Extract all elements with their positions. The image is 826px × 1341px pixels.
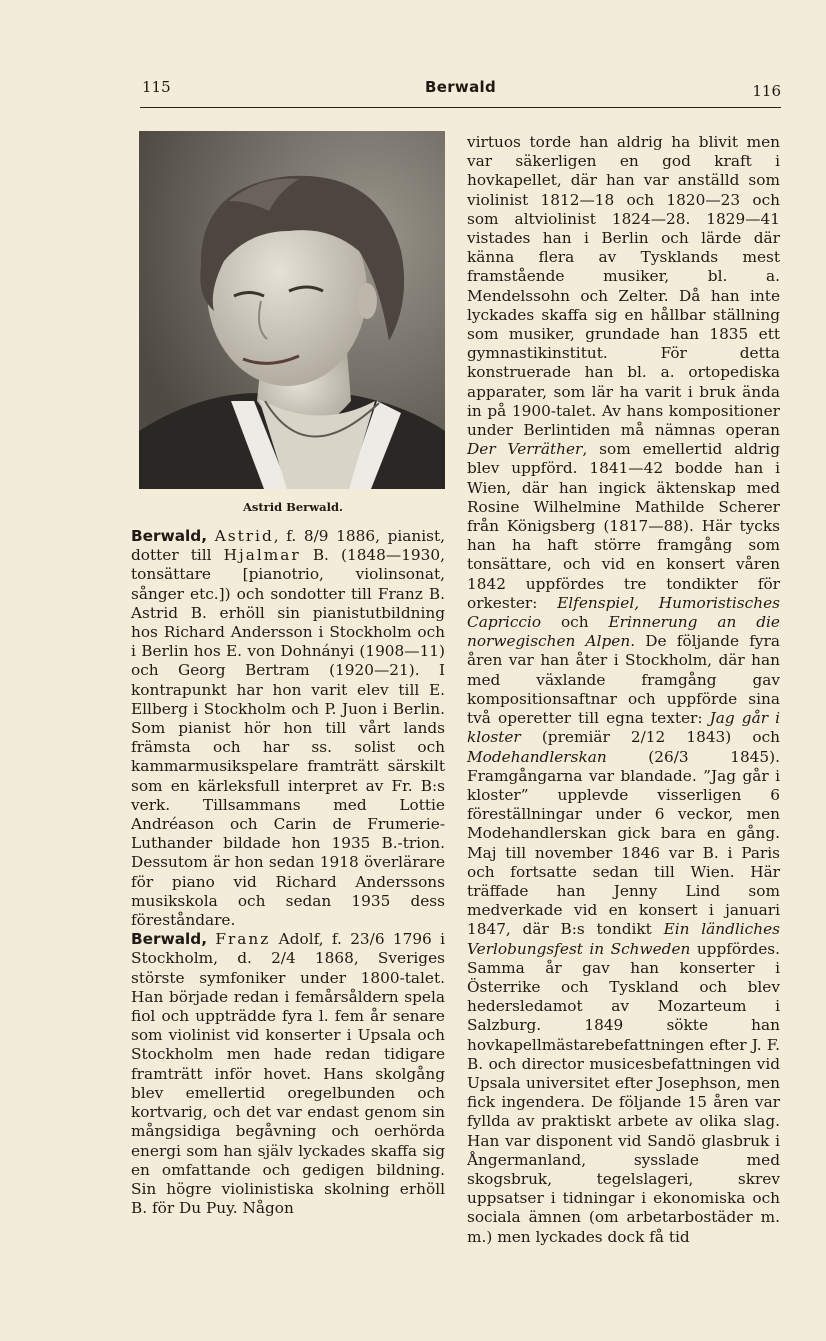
work-title: Modehandlerskan (467, 747, 607, 766)
work-title: Der Verräther (467, 440, 583, 459)
page-number-right: 116 (752, 82, 781, 100)
given-name: Hjalmar (223, 546, 301, 565)
work-title: Ein ländliches Verlobungsfest in Schweden (467, 920, 780, 958)
work-title: Erinnerung an die norwegischen Alpen (467, 613, 780, 651)
given-name: Franz (215, 930, 271, 949)
entry-text: B. (1848—1930, tonsättare [pianotrio, violinsonat, sånger etc.]) och sondotter till Franz B. Astrid B. erhöll sin pianistutbildning hos Richard Andersson i Stockholm och i Berlin hos E. von Dohnányi (1908—11) och Georg Bertram (1920—21). I kontrapunkt har hon varit elev till E. Ellberg i Stockholm och P. Juon i Berlin. Som pianist hör hon till vårt lands främsta och har ss. solist och kammarmusikspelare framträtt särskilt som en kärleksfull interpret av Fr. B:s verk. Tillsammans med Lottie Andréason och Carin de Frumerie-Luthander bildade hon 1935 B.-trion. Dessutom är hon sedan 1918 överlärare för piano vid Richard Anderssons musikskola och sedan 1935 dess föreståndare. (131, 546, 445, 930)
right-column (467, 133, 780, 1247)
photo-caption: Astrid Berwald. (242, 500, 344, 514)
entry-text: (premiär 2/12 1843) och (541, 728, 780, 747)
headword: Berwald, (131, 930, 208, 949)
running-title: Berwald (425, 78, 496, 96)
entry-astrid-berwald (131, 527, 445, 930)
header-rule (140, 107, 781, 108)
entry-text: uppfördes. Samma år gav han konserter i Österrike och Tyskland och blev hedersledamot av Mozarteum i Salzburg. 1849 sökte han hovkapellmästarebefattningen efter J. F. B. och director musicesbefattningen vid Upsala universitet efter Josephson, men fick ingendera. De följande 15 åren var fyllda av praktiskt arbete av olika slag. Han var disponent vid Sandö glasbruk i Ångermanland, sysslade med skogsbruk, tegelslageri, skrev uppsatser i tidningar i ekonomiska och sociala ämnen (om arbetarbostäder m. m.) men lyckades dock få tid (467, 939, 780, 1246)
entry-text: virtuos torde han aldrig ha blivit men var säkerligen en god kraft i hovkapellet, där han var anställd som violinist 1812—18 och 1820—23 och som altviolinist 1824—28. 1829—41 vistades han i Berlin och lärde där känna flera av Tysklands mest framstående musiker, bl. a. Mendelssohn och Zelter. Då han inte lyckades skaffa sig en hållbar ställning som musiker, grundade han 1835 ett gymnastikinstitut. För detta konstruerade han bl. a. ortopediska apparater, som lär ha varit i bruk ända in på 1900-talet. Av hans kompositioner under Berlintiden må nämnas operan (467, 133, 780, 440)
entry-text: , f. 8/9 1886, pianist, dotter till (131, 527, 445, 565)
work-title: Jag går i kloster (467, 709, 780, 747)
page-header (140, 78, 781, 102)
entry-text: . De följande fyra åren var han åter i Stockholm, där han med växlande framgång gav kompositionsaftnar och uppförde sina två operetter till egna texter: (467, 632, 780, 728)
entry-franz-berwald-continued (467, 133, 780, 1247)
entry-text: och (560, 613, 589, 632)
headword: Berwald, (131, 527, 208, 545)
entry-franz-berwald (131, 930, 445, 1218)
portrait-photo (139, 131, 445, 489)
entry-text: Adolf, f. 23/6 1796 i Stockholm, d. 2/4 1868, Sveriges störste symfoniker under 1800-talet. Han började redan i femårsåldern spela fiol och uppträdde fyra l. fem år senare som violinist vid konserter i Upsala och Stockholm men hade redan tidigare framträtt inför hovet. Hans skolgång blev emellertid oregelbunden och kortvarig, och det var endast genom sin mångsidiga begåvning och oerhörda energi som han själv lyckades skaffa sig en omfattande och gedigen bildning. Sin högre violinistiska skolning erhöll B. för Du Puy. Någon (131, 930, 445, 1218)
entry-text: (26/3 1845). Framgångarna var blandade. ”Jag går i kloster” upplevde visserligen 6 föreställningar under 6 veckor, men Modehandlerskan gick bara en gång. Maj till november 1846 var B. i Paris och fortsatte sedan till Wien. Här träffade han Jenny Lind som medverkade vid en konsert i januari 1847, där B:s tondikt (467, 747, 780, 939)
work-title: Elfenspiel, Humoristisches Capriccio (467, 593, 780, 632)
entry-text: , som emellertid aldrig blev uppförd. 1841—42 bodde han i Wien, där han ingick äktenskap med Rosine Wilhelmine Mathilde Scherer från Königsberg (1817—88). Här tycks han ha haft större framgång som tonsättare, och vid en konsert våren 1842 uppfördes tre tondikter för orkester: (467, 440, 780, 612)
given-name: Astrid (214, 527, 274, 545)
page-number-left: 115 (142, 78, 171, 96)
left-column (131, 527, 445, 1218)
portrait-illustration (139, 131, 445, 489)
